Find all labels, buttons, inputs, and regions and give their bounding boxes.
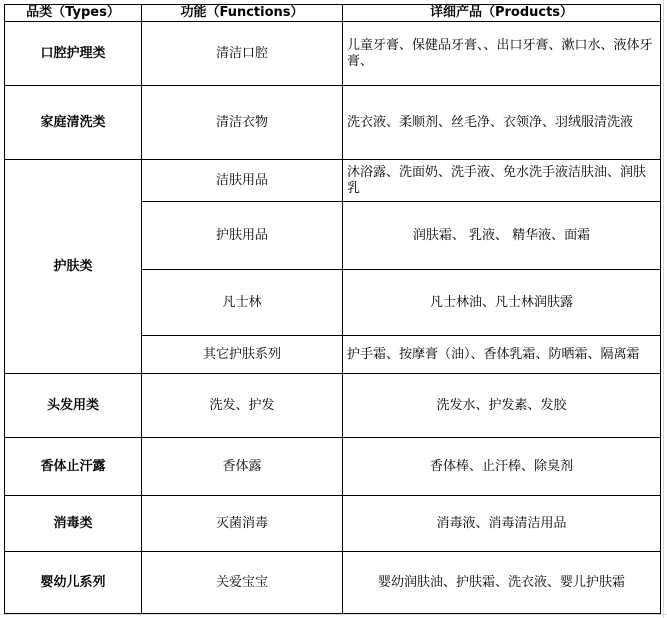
header-products[interactable]: 详细产品（Products）: [343, 5, 661, 22]
table-row: [5, 438, 661, 496]
table-row: [5, 496, 661, 552]
gridline: [0, 614, 667, 615]
product-catalog-table: [4, 4, 661, 614]
table-row: [5, 552, 661, 614]
cell-type[interactable]: 护肤类: [5, 160, 142, 374]
cell-function[interactable]: 灭菌消毒: [142, 496, 343, 552]
table-row: [5, 22, 661, 86]
cell-function[interactable]: 清洁口腔: [142, 22, 343, 86]
cell-type[interactable]: 消毒类: [5, 496, 142, 552]
cell-function[interactable]: 洗发、护发: [142, 374, 343, 438]
cell-type[interactable]: 头发用类: [5, 374, 142, 438]
header-type[interactable]: 品类（Types）: [5, 5, 142, 22]
table-row: [5, 160, 661, 202]
cell-products[interactable]: 凡士林油、凡士林润肤露: [343, 270, 661, 336]
cell-type[interactable]: 香体止汗露: [5, 438, 142, 496]
cell-products[interactable]: 儿童牙膏、保健品牙膏、、出口牙膏、漱口水、液体牙膏、: [343, 22, 661, 86]
cell-products[interactable]: 洗发水、护发素、发胶: [343, 374, 661, 438]
cell-function[interactable]: 洁肤用品: [142, 160, 343, 202]
cell-products[interactable]: 润肤霜、 乳液、 精华液、面霜: [343, 202, 661, 270]
gridline: [663, 0, 664, 618]
cell-function[interactable]: 凡士林: [142, 270, 343, 336]
cell-function[interactable]: 香体露: [142, 438, 343, 496]
cell-products[interactable]: 婴幼润肤油、护肤霜、洗衣液、婴儿护肤霜: [343, 552, 661, 614]
cell-products[interactable]: 沐浴露、洗面奶、洗手液、免水洗手液洁肤油、润肤乳: [343, 160, 661, 202]
cell-function[interactable]: 其它护肤系列: [142, 336, 343, 374]
cell-products[interactable]: 护手霜、按摩膏（油）、香体乳霜、防晒霜、隔离霜: [343, 336, 661, 374]
header-function[interactable]: 功能（Functions）: [142, 5, 343, 22]
cell-type[interactable]: 婴幼儿系列: [5, 552, 142, 614]
cell-function[interactable]: 护肤用品: [142, 202, 343, 270]
cell-products[interactable]: 香体棒、止汗棒、除臭剂: [343, 438, 661, 496]
cell-type[interactable]: 家庭清洗类: [5, 86, 142, 160]
cell-function[interactable]: 关爱宝宝: [142, 552, 343, 614]
table-row: [5, 374, 661, 438]
cell-products[interactable]: 洗衣液、柔顺剂、丝毛净、衣领净、羽绒服清洗液: [343, 86, 661, 160]
cell-function[interactable]: 清洁衣物: [142, 86, 343, 160]
cell-type[interactable]: 口腔护理类: [5, 22, 142, 86]
table-row: [5, 86, 661, 160]
header-row: [5, 5, 661, 22]
cell-products[interactable]: 消毒液、消毒清洁用品: [343, 496, 661, 552]
